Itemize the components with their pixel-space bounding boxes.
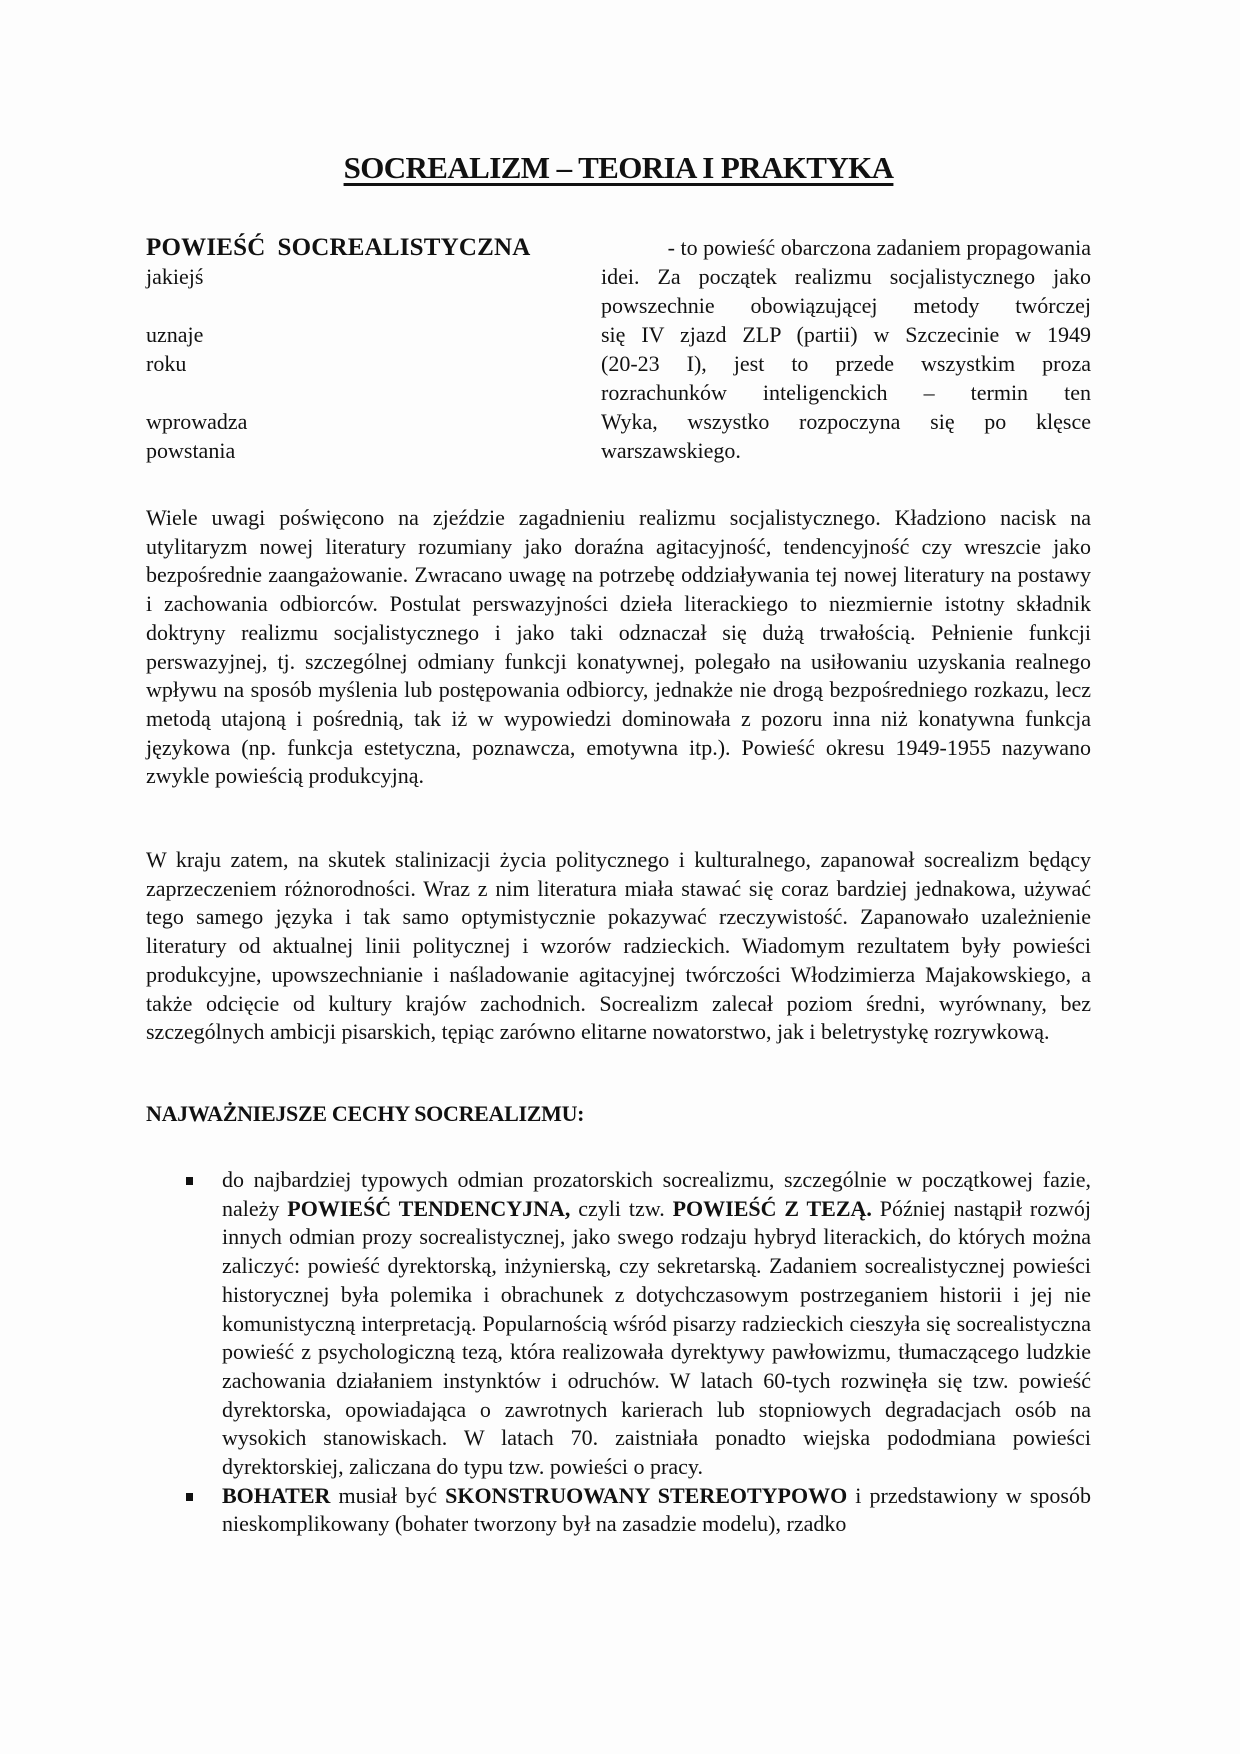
- list-item-text: Później nastąpił rozwój innych odmian prozy socrealistycznej, jako swego rodzaju hybryd literackich, do których można zaliczyć: powieść dyrektorską, inżynierską, czy sekretarską. Zadaniem socrealistycznej powieści historycznej była polemika i obrachunek z dotychczasowym postrzeganiem historii i jej nie komunistyczną interpretacją. Popularnością wśród pisarzy radzieckich cieszyła się socrealistyczna powieść z psychologiczną tezą, która realizowała dyrektywy pawłowizmu, tłumaczącego ludzkie zachowania działaniem instynktów i odruchów. W latach 60-tych rozwinęła się tzw. powieść dyrektorska, opowiadająca o zawrotnych karierach lub stopniowych degradacjach osób na wysokich stanowiskach. W latach 70. zaistniała ponadto wiejska pododmiana powieści dyrektorskiej, zaliczana do typu tzw. powieści o pracy.: [222, 1195, 1092, 1480]
- definition-term-word2: SOCREALISTYCZNA: [277, 234, 531, 261]
- definition-row-right: idei. Za początek realizmu socjalistycznego jako: [601, 264, 1091, 289]
- definition-term-word1: POWIEŚĆ: [146, 234, 266, 261]
- square-bullet-icon: [186, 1177, 193, 1185]
- definition-row-left: [146, 378, 601, 407]
- definition-row-right: warszawskiego.: [601, 438, 741, 463]
- definition-row: [146, 407, 1091, 436]
- definition-row: [146, 320, 1091, 349]
- list-item-bold: BOHATER: [222, 1482, 331, 1508]
- definition-row: [146, 291, 1091, 320]
- features-heading: NAJWAŻNIEJSZE CECHY SOCREALIZMU:: [146, 1101, 585, 1126]
- definition-first-line: [146, 233, 1091, 262]
- definition-row-left: powstania: [146, 438, 236, 463]
- list-item-bold: POWIEŚĆ Z TEZĄ.: [672, 1195, 872, 1221]
- definition-row: [146, 349, 1091, 378]
- definition-first-line-text: - to powieść obarczona zadaniem propagowania: [667, 235, 1091, 260]
- definition-row: [146, 436, 1091, 465]
- definition-row-right: Wyka, wszystko rozpoczyna się po klęsce: [601, 409, 1091, 434]
- paragraph-zjazd: Wiele uwagi poświęcono na zjeździe zagadnieniu realizmu socjalistycznego. Kładziono nacisk na utylitaryzm nowej literatury rozumiany jako doraźna agitacyjność, tendencyjność czy wreszcie jako bezpośrednie zaangażowanie. Zwracano uwagę na potrzebę oddziaływania tej nowej literatury na postawy i zachowania odbiorców. Postulat perswazyjności dzieła literackiego to niezmiernie istotny składnik doktryny realizmu socjalistycznego i jako taki odznaczał się dużą trwałością. Pełnienie funkcji perswazyjnej, tj. szczególnej odmiany funkcji konatywnej, polegało na usiłowaniu uzyskania realnego wpływu na sposób myślenia lub postępowania odbiorcy, jednakże nie drogą bezpośredniego rozkazu, lecz metodą utajoną i pośrednią, tak iż w wypowiedzi dominowała z pozoru inna niż konatywna funkcja językowa (np. funkcja estetyczna, poznawcza, emotywna itp.). Powieść okresu 1949-1955 nazywano zwykle powieścią produkcyjną.: [146, 505, 1091, 789]
- square-bullet-icon: [186, 1493, 193, 1501]
- definition-row-left: [146, 291, 601, 320]
- definition-row-right: powszechnie obowiązującej metody twórczej: [601, 293, 1091, 318]
- list-item-text: i przedstawiony w sposób nieskomplikowany (bohater tworzony był na zasadzie modelu), rzadko: [222, 1482, 1091, 1537]
- definition-row: [146, 262, 1091, 291]
- list-item-bold: SKONSTRUOWANY STEREOTYPOWO: [445, 1482, 848, 1508]
- definition-row-left: roku: [146, 351, 187, 376]
- list-item-bold: POWIEŚĆ TENDENCYJNA,: [287, 1195, 571, 1221]
- definition-rows: [146, 262, 1091, 465]
- features-list: [146, 1166, 1091, 1539]
- definition-row-right: się IV zjazd ZLP (partii) w Szczecinie w 1949: [601, 322, 1091, 347]
- list-item: [146, 1482, 1091, 1539]
- list-item-text: czyli tzw.: [570, 1195, 673, 1221]
- list-item-text: do najbardziej typowych odmian prozatorskich socrealizmu, szczególnie w początkowej fazie, należy: [222, 1167, 1091, 1221]
- list-item-text: musiał być: [330, 1482, 446, 1508]
- definition-row-right: (20-23 I), jest to przede wszystkim proza: [601, 351, 1091, 376]
- document-title: [146, 148, 1091, 188]
- list-item: [146, 1166, 1091, 1482]
- definition-row-right: rozrachunków inteligenckich – termin ten: [601, 380, 1091, 405]
- paragraph-stalinizacja: W kraju zatem, na skutek stalinizacji życia politycznego i kulturalnego, zapanował socrealizm będący zaprzeczeniem różnorodności. Wraz z nim literatura miała stawać się coraz bardziej jednakowa, używać tego samego języka i tak samo optymistycznie pokazywać rzeczywistość. Zapanowało uzależnienie literatury od aktualnej linii politycznej i wzorów radzieckich. Wiadomym rezultatem były powieści produkcyjne, upowszechnianie i naśladowanie agitacyjnej twórczości Włodzimierza Majakowskiego, a także odcięcie od kultury krajów zachodnich. Socrealizm zalecał poziom średni, wyrównany, bez szczególnych ambicji pisarskich, tępiąc zarówno elitarne nowatorstwo, jak i beletrystykę rozrywkową.: [146, 847, 1091, 1045]
- definition-row: [146, 378, 1091, 407]
- definition-row-left: jakiejś: [146, 264, 204, 289]
- definition-row-left: wprowadza: [146, 409, 248, 434]
- definition-block: [146, 233, 1091, 465]
- definition-row-left: uznaje: [146, 322, 204, 347]
- definition-term: [146, 233, 531, 262]
- document-title-text: SOCREALIZM – TEORIA I PRAKTYKA: [343, 150, 894, 185]
